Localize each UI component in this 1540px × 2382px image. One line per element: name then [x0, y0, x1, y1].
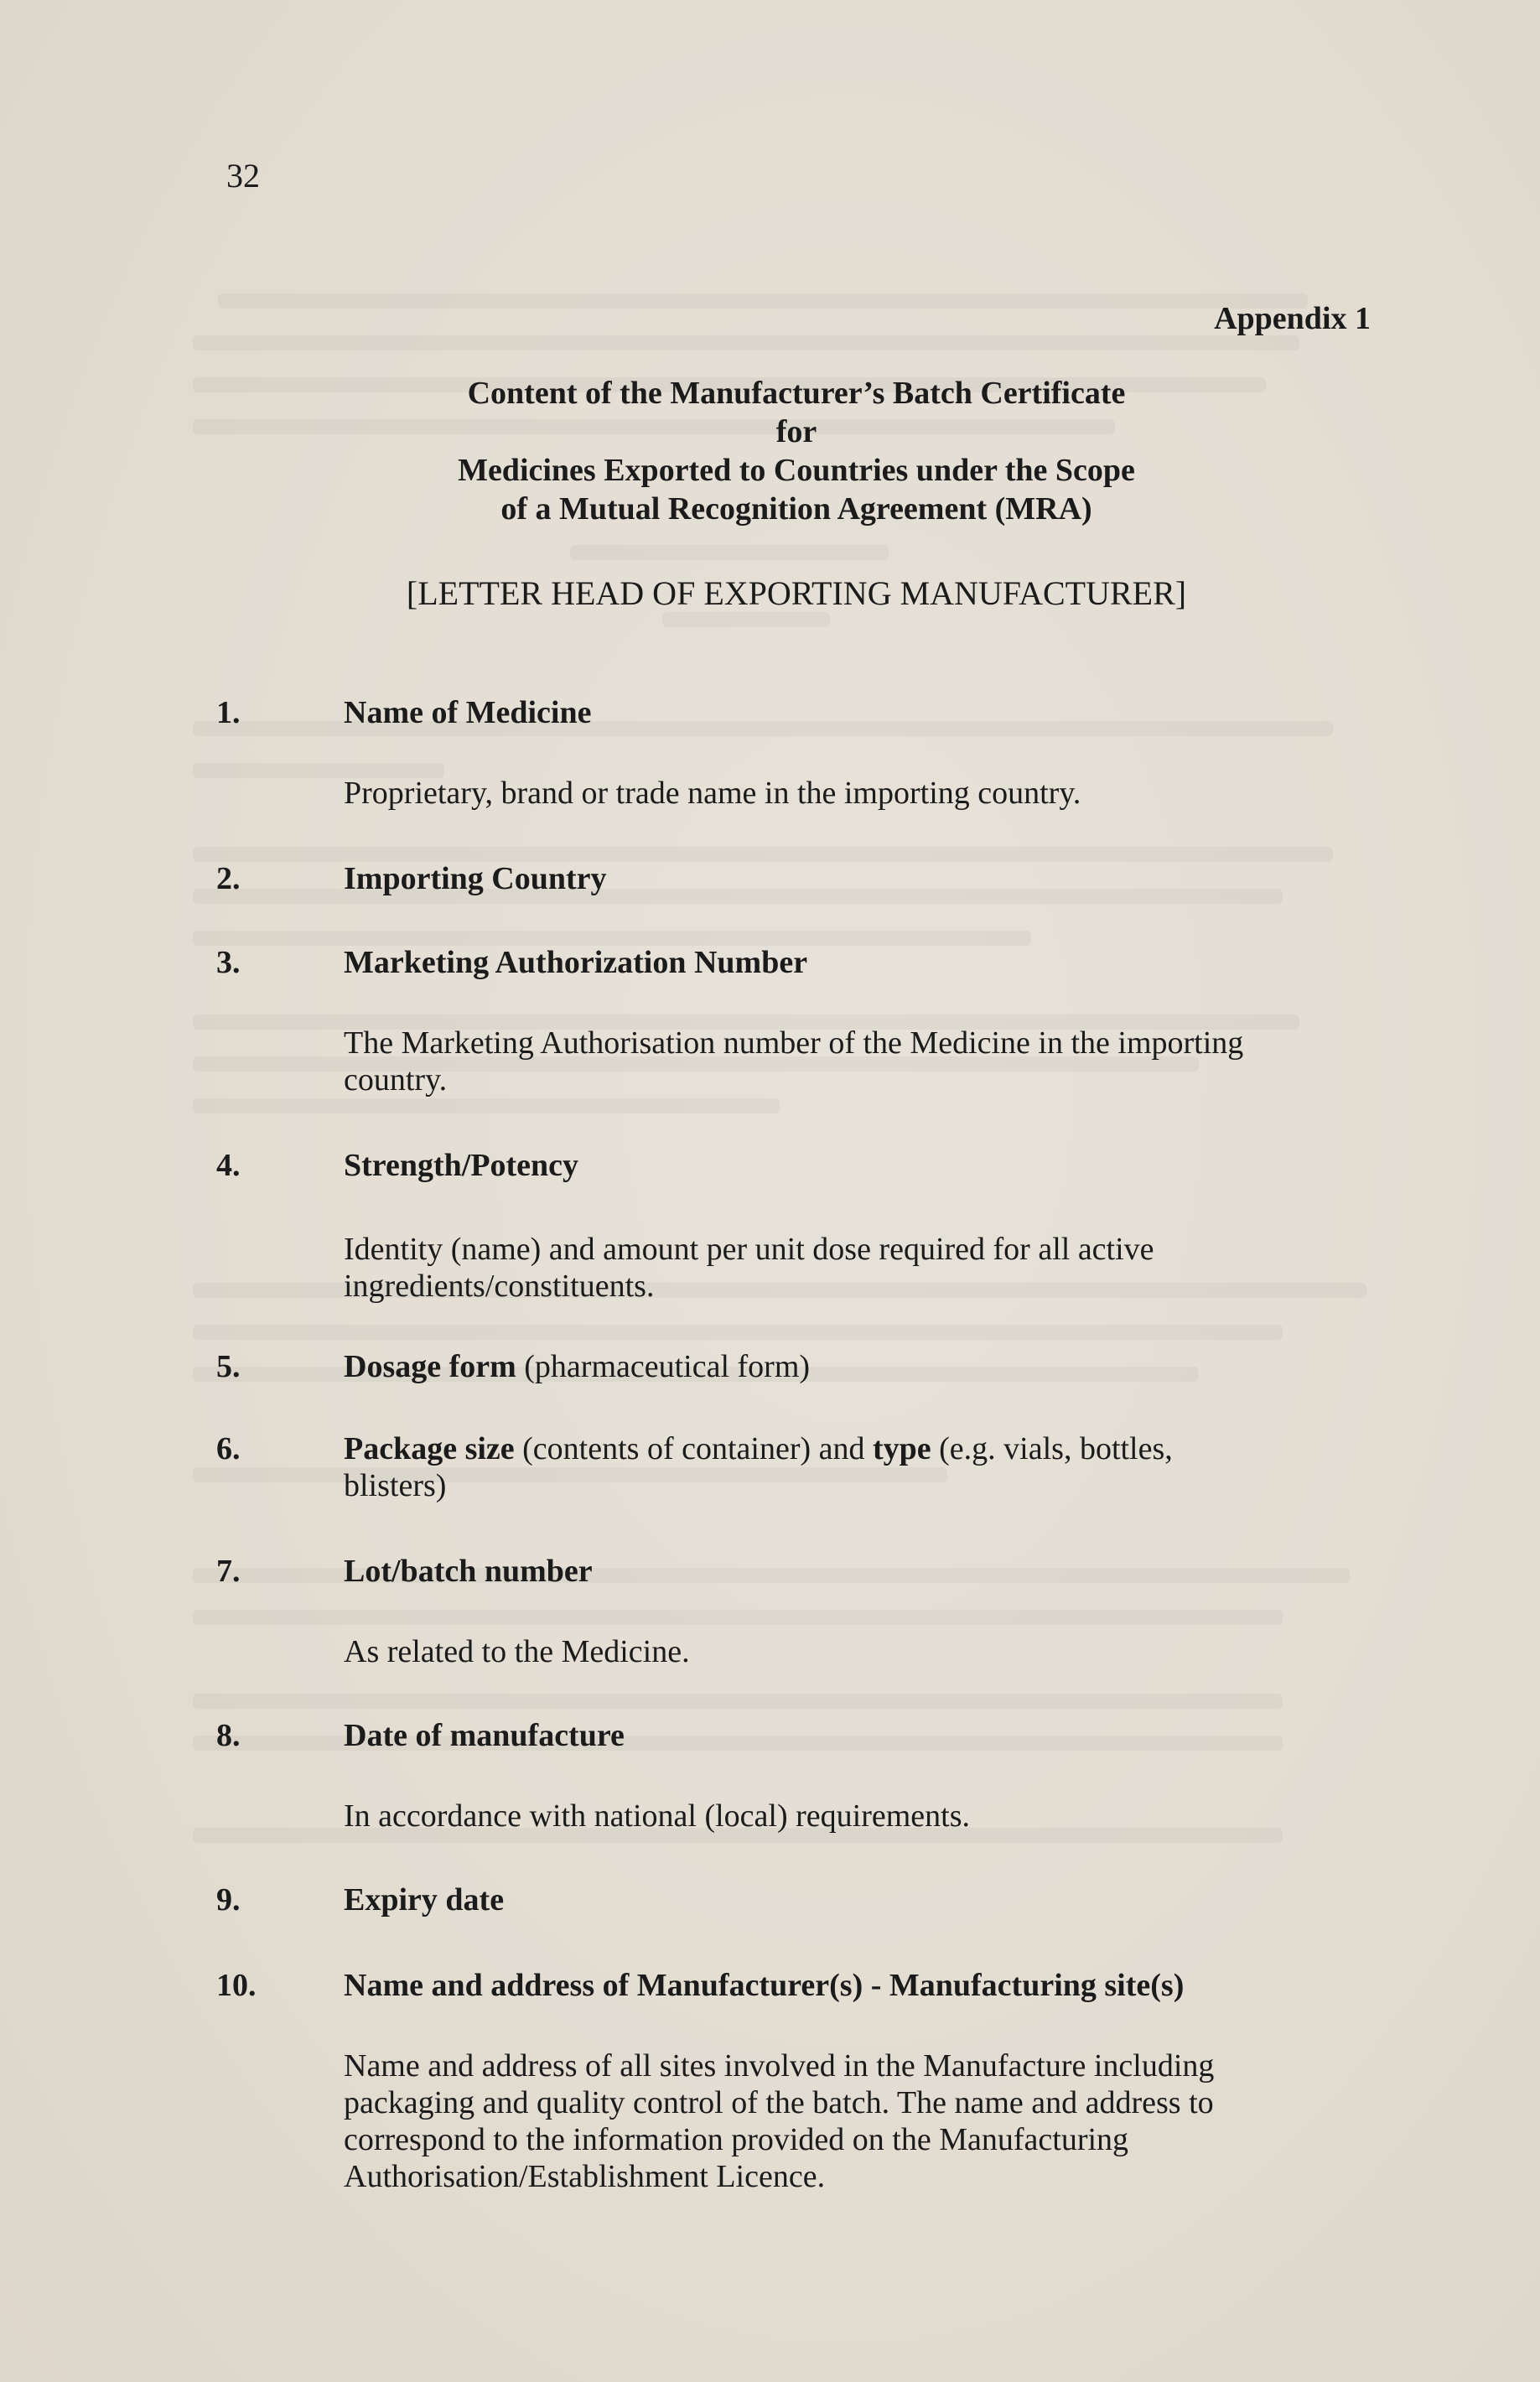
- item-heading: Strength/Potency: [344, 1148, 579, 1183]
- item-number: 10.: [216, 1968, 257, 2003]
- item-heading-line-2: blisters): [344, 1468, 447, 1503]
- item-heading: Importing Country: [344, 861, 607, 896]
- item-heading: Name of Medicine: [344, 695, 592, 730]
- letterhead-placeholder: [LETTER HEAD OF EXPORTING MANUFACTURER]: [406, 574, 1187, 612]
- item-description: Identity (name) and amount per unit dose required for all active ingredients/constituents.: [344, 1232, 1154, 1304]
- item-description: The Marketing Authorisation number of the Medicine in the importing country.: [344, 1025, 1244, 1098]
- item-heading: Marketing Authorization Number: [344, 945, 808, 980]
- title-line-3: Medicines Exported to Countries under the Scope: [458, 453, 1135, 488]
- title-line-1: Content of the Manufacturer’s Batch Certificate: [467, 376, 1126, 411]
- item-number: 3.: [216, 945, 241, 980]
- item-description: As related to the Medicine.: [344, 1634, 690, 1669]
- document-title: [335, 374, 1257, 528]
- item-number: 8.: [216, 1718, 241, 1753]
- item-number: 6.: [216, 1431, 241, 1466]
- item-number: 7.: [216, 1554, 241, 1589]
- item-heading: [344, 1430, 1173, 1504]
- item-heading-bold: Dosage form: [344, 1349, 516, 1384]
- item-heading: [344, 1348, 810, 1385]
- item-heading-bold-2: type: [873, 1431, 931, 1466]
- item-heading: Lot/batch number: [344, 1554, 593, 1589]
- item-number: 9.: [216, 1882, 241, 1918]
- item-number: 2.: [216, 861, 241, 896]
- item-number: 4.: [216, 1148, 241, 1183]
- title-line-4: of a Mutual Recognition Agreement (MRA): [500, 491, 1092, 527]
- item-number: 1.: [216, 695, 241, 730]
- item-heading-rest: (contents of container) and: [514, 1431, 873, 1466]
- item-description: Name and address of all sites involved in the Manufacture including packaging and quality control of the batch. The name and address to correspond to the information provided on the Manufacturing Authorisation/Establishment Licence.: [344, 2048, 1215, 2194]
- item-heading: Date of manufacture: [344, 1718, 625, 1753]
- item-number: 5.: [216, 1349, 241, 1384]
- item-heading: Expiry date: [344, 1882, 505, 1918]
- item-description: In accordance with national (local) requirements.: [344, 1798, 970, 1834]
- page-number: 32: [226, 157, 260, 195]
- item-heading-bold: Package size: [344, 1431, 515, 1466]
- item-description: Proprietary, brand or trade name in the importing country.: [344, 776, 1081, 811]
- item-heading-rest: (pharmaceutical form): [516, 1349, 811, 1384]
- item-heading-rest-2: (e.g. vials, bottles,: [931, 1431, 1173, 1466]
- appendix-label: Appendix 1: [1214, 301, 1371, 336]
- item-heading: Name and address of Manufacturer(s) - Manufacturing site(s): [344, 1968, 1185, 2003]
- title-line-2: for: [775, 414, 817, 449]
